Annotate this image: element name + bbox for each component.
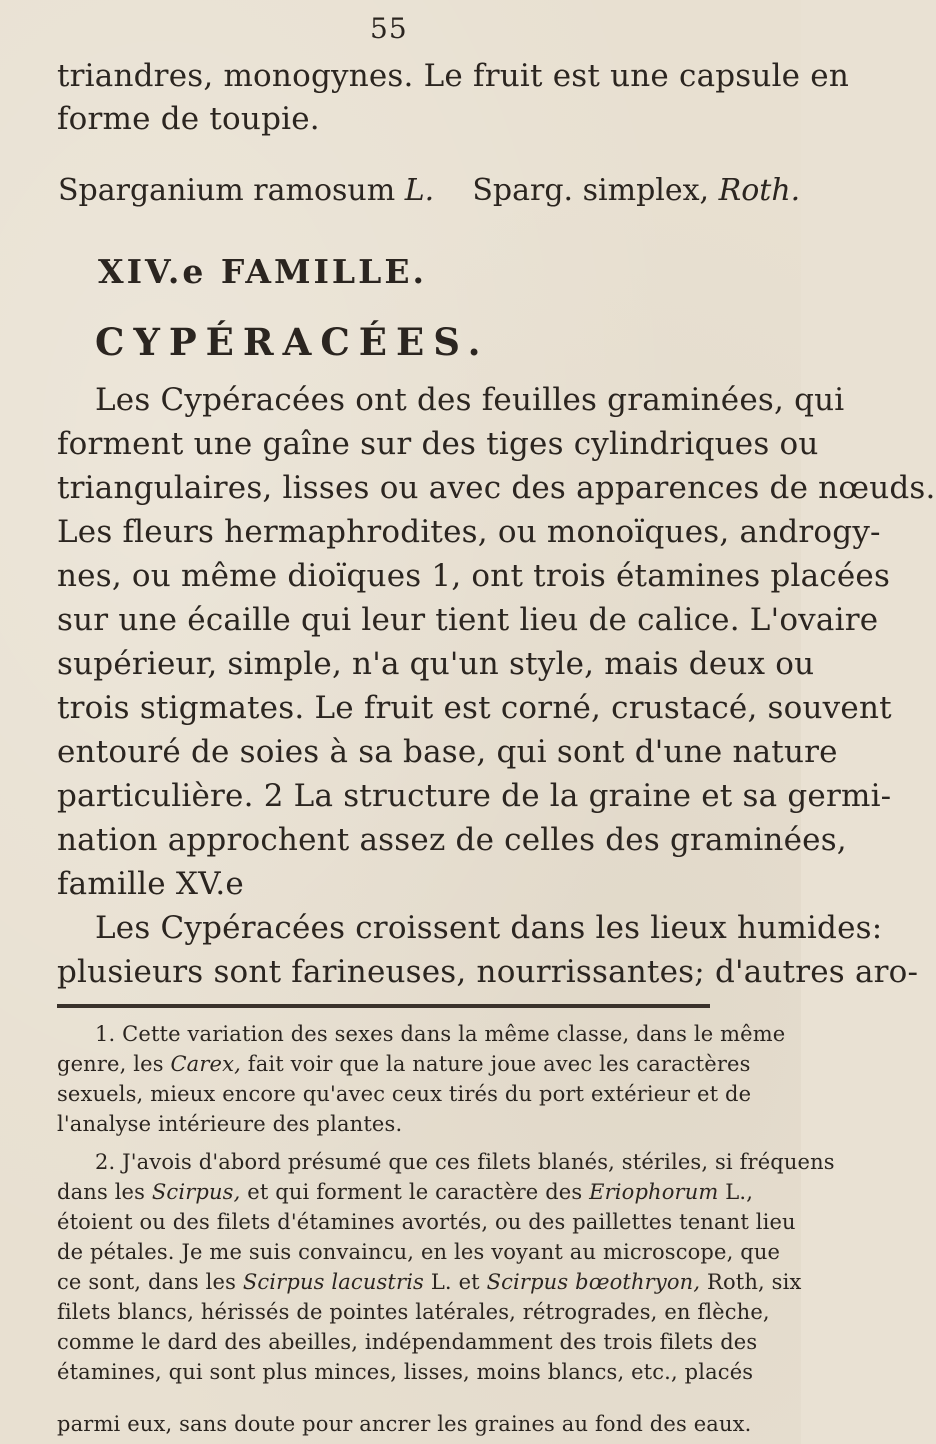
paragraph-line: supérieur, simple, n'a qu'un style, mais deux ou [57,646,815,682]
footnote-line: étoient ou des filets d'étamines avortés, ou des paillettes tenant lieu [57,1210,796,1234]
species-name: Scirpus bœothryon, [486,1270,701,1294]
species-author: L. [404,173,435,208]
species-synonym-author: Roth. [718,173,801,208]
paragraph-line: Les Cypéracées croissent dans les lieux humides: [95,910,883,946]
paragraph-line: entouré de soies à sa base, qui sont d'une nature [57,734,838,770]
footnote-line: dans les Scirpus, et qui forment le caractère des Eriophorum L., [57,1180,754,1204]
footnote-line: 2. J'avois d'abord présumé que ces filets blanés, stériles, si fréquens [95,1150,835,1174]
paragraph-line: famille XV.e [57,866,244,902]
family-heading: XIV.e FAMILLE. [98,252,427,291]
footnote-line: filets blancs, hérissés de pointes latérales, rétrogrades, en flèche, [57,1300,770,1324]
genus-name: Carex, [170,1052,241,1076]
page-number: 55 [370,12,408,45]
genus-name: Eriophorum [589,1180,719,1204]
paragraph-line: particulière. 2 La structure de la graine et sa germi- [57,778,892,814]
species-synonym: Sparg. simplex, [472,173,710,208]
paragraph-line: nation approchent assez de celles des graminées, [57,822,847,858]
paragraph-line: sur une écaille qui leur tient lieu de calice. L'ovaire [57,602,879,638]
footnote-line: genre, les Carex, fait voir que la nature joue avec les caractères [57,1052,751,1076]
species-name: Scirpus lacustris [242,1270,424,1294]
footnote-line: sexuels, mieux encore qu'avec ceux tirés du port extérieur et de [57,1082,752,1106]
footnote-line: l'analyse intérieure des plantes. [57,1112,403,1136]
footnote-line: ce sont, dans les Scirpus lacustris L. et Scirpus bœothryon, Roth, six [57,1270,802,1294]
species-name: Sparganium ramosum [58,173,396,208]
paragraph-line: Les fleurs hermaphrodites, ou monoïques, androgy- [57,514,881,550]
paragraph-line: forment une gaîne sur des tiges cylindriques ou [57,426,819,462]
paragraph-line: plusieurs sont farineuses, nourrissantes; d'autres aro- [57,954,919,990]
footnote-line: parmi eux, sans doute pour ancrer les graines au fond des eaux. [57,1412,752,1436]
paragraph-line: Les Cypéracées ont des feuilles graminées, qui [95,382,845,418]
paragraph-line: nes, ou même dioïques 1, ont trois étamines placées [57,558,891,594]
footnote-line: 1. Cette variation des sexes dans la même classe, dans le même [95,1022,786,1046]
paragraph-line: trois stigmates. Le fruit est corné, crustacé, souvent [57,690,892,726]
paragraph-line: triangulaires, lisses ou avec des apparences de nœuds. [57,470,936,506]
footnote-rule [57,1004,710,1008]
genus-name: Scirpus, [151,1180,241,1204]
footnote-line: comme le dard des abeilles, indépendamment des trois filets des [57,1330,758,1354]
footnote-line: étamines, qui sont plus minces, lisses, moins blancs, etc., placés [57,1360,754,1384]
family-name: CYPÉRACÉES. [95,320,490,364]
text-line: forme de toupie. [57,101,320,137]
text-line: triandres, monogynes. Le fruit est une capsule en [57,58,849,94]
footnote-line: de pétales. Je me suis convaincu, en les voyant au microscope, que [57,1240,781,1264]
species-entry [58,173,800,208]
